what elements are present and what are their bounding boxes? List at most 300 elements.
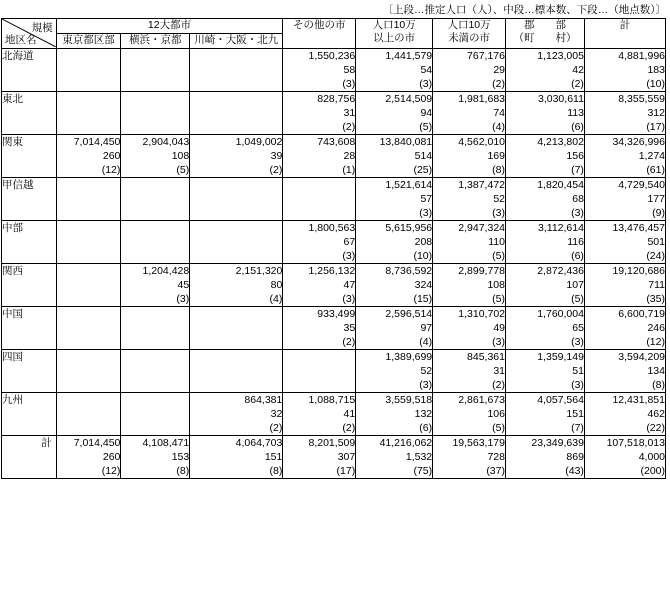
cell-population: 3,594,209 — [618, 351, 665, 363]
cell-sample-count: 312 — [647, 107, 665, 119]
cell-sample-count — [121, 407, 189, 421]
table-cell — [190, 135, 283, 178]
table-cell — [283, 393, 356, 436]
header-col-under-100k: 人口10万 未満の市 — [433, 19, 506, 49]
cell-population: 4,108,471 — [142, 437, 190, 449]
table-cell — [433, 393, 506, 436]
table-row — [2, 221, 666, 264]
cell-sample-count: 32 — [270, 408, 283, 420]
cell-site-count: (3) — [571, 379, 584, 391]
cell-site-count: (5) — [492, 250, 505, 262]
cell-site-count: (7) — [571, 164, 584, 176]
cell-sample-count — [190, 364, 282, 378]
cell-sample-count: 108 — [171, 150, 190, 162]
table-cell — [121, 92, 190, 135]
cell-site-count: (7) — [571, 422, 584, 434]
table-cell — [356, 92, 433, 135]
cell-sample-count — [121, 106, 189, 120]
cell-sample-count: 52 — [493, 193, 505, 205]
table-cell — [506, 393, 585, 436]
table-cell — [190, 307, 283, 350]
cell-population — [283, 178, 355, 192]
cell-site-count: (3) — [419, 379, 433, 391]
population-sample-table — [1, 18, 666, 479]
cell-site-count: (5) — [492, 422, 505, 434]
cell-site-count: (3) — [176, 293, 190, 305]
header-corner-cell — [2, 19, 57, 49]
cell-site-count: (3) — [342, 78, 356, 90]
cell-sample-count: 113 — [567, 107, 584, 119]
cell-site-count: (6) — [571, 121, 584, 133]
cell-sample-count — [190, 321, 282, 335]
table-cell — [283, 135, 356, 178]
cell-sample-count — [57, 106, 121, 120]
cell-sample-count: 110 — [488, 236, 505, 248]
cell-site-count: (5) — [492, 293, 505, 305]
cell-site-count — [190, 120, 282, 134]
table-cell — [121, 135, 190, 178]
cell-population — [121, 49, 189, 63]
cell-sample-count: 39 — [270, 150, 283, 162]
cell-population: 4,057,564 — [537, 394, 584, 406]
cell-sample-count — [121, 235, 189, 249]
cell-sample-count: 80 — [270, 279, 283, 291]
cell-sample-count: 307 — [337, 451, 356, 463]
cell-site-count: (12) — [101, 465, 121, 477]
cell-population: 2,514,509 — [385, 93, 433, 105]
cell-site-count: (5) — [571, 293, 584, 305]
table-cell — [433, 221, 506, 264]
cell-site-count — [190, 77, 282, 91]
cell-site-count: (6) — [419, 422, 433, 434]
cell-site-count: (2) — [342, 422, 356, 434]
header-region-label: 地区名 — [5, 34, 37, 46]
cell-population: 2,904,043 — [142, 136, 190, 148]
cell-site-count: (10) — [646, 78, 665, 90]
cell-sample-count: 94 — [420, 107, 433, 119]
table-cell — [433, 178, 506, 221]
cell-population: 828,756 — [317, 93, 356, 105]
table-cell — [190, 49, 283, 92]
row-region-label: 九州 — [2, 393, 57, 436]
table-cell — [56, 307, 121, 350]
cell-site-count: (2) — [492, 78, 505, 90]
cell-site-count — [283, 378, 355, 392]
cell-site-count — [57, 77, 121, 91]
cell-sample-count — [57, 321, 121, 335]
cell-population — [57, 92, 121, 106]
row-region-label: 計 — [2, 436, 57, 479]
table-cell — [506, 221, 585, 264]
cell-site-count: (3) — [492, 336, 505, 348]
table-cell — [584, 178, 665, 221]
cell-sample-count: 57 — [420, 193, 433, 205]
cell-site-count — [121, 421, 189, 435]
cell-sample-count: 1,274 — [638, 150, 665, 162]
cell-sample-count: 1,532 — [405, 451, 433, 463]
table-cell — [356, 221, 433, 264]
header-big12-cities: 12大都市 — [56, 19, 283, 34]
cell-population — [121, 221, 189, 235]
cell-sample-count: 728 — [487, 451, 505, 463]
table-cell — [121, 307, 190, 350]
cell-sample-count: 711 — [648, 279, 665, 291]
cell-population: 2,872,436 — [537, 265, 584, 277]
table-cell — [433, 436, 506, 479]
cell-site-count: (8) — [176, 465, 190, 477]
cell-population: 7,014,450 — [73, 437, 121, 449]
cell-sample-count: 35 — [343, 322, 356, 334]
cell-sample-count: 67 — [343, 236, 356, 248]
header-col-other-cities: その他の市 — [283, 19, 356, 49]
table-cell — [584, 264, 665, 307]
cell-sample-count — [190, 235, 282, 249]
table-cell — [121, 178, 190, 221]
cell-population: 41,216,062 — [379, 437, 433, 449]
cell-population: 1,521,614 — [385, 179, 433, 191]
cell-site-count: (35) — [646, 293, 665, 305]
cell-site-count — [57, 421, 121, 435]
header-scale-label: 規模 — [31, 22, 53, 34]
cell-sample-count: 68 — [572, 193, 584, 205]
cell-site-count: (6) — [571, 250, 584, 262]
cell-site-count: (3) — [342, 293, 356, 305]
table-cell — [433, 264, 506, 307]
cell-sample-count: 177 — [647, 193, 665, 205]
cell-site-count — [57, 120, 121, 134]
cell-population: 19,120,686 — [612, 265, 665, 277]
cell-sample-count: 51 — [572, 365, 584, 377]
cell-site-count — [190, 378, 282, 392]
cell-population — [190, 350, 282, 364]
cell-population — [283, 350, 355, 364]
cell-sample-count — [190, 106, 282, 120]
table-cell — [584, 49, 665, 92]
table-cell — [121, 350, 190, 393]
cell-sample-count — [57, 278, 121, 292]
cell-site-count: (12) — [101, 164, 121, 176]
table-cell — [121, 436, 190, 479]
cell-population: 1,800,563 — [308, 222, 356, 234]
cell-sample-count: 4,000 — [638, 451, 665, 463]
cell-sample-count: 74 — [493, 107, 505, 119]
cell-population — [190, 49, 282, 63]
cell-population: 845,361 — [467, 351, 505, 363]
cell-sample-count: 116 — [567, 236, 584, 248]
cell-population: 2,596,514 — [385, 308, 433, 320]
row-region-label: 中部 — [2, 221, 57, 264]
cell-site-count: (4) — [419, 336, 433, 348]
cell-population: 6,600,719 — [618, 308, 665, 320]
cell-population: 1,088,715 — [308, 394, 356, 406]
table-cell — [506, 307, 585, 350]
header-col-over-100k: 人口10万 以上の市 — [356, 19, 433, 49]
cell-sample-count: 169 — [487, 150, 505, 162]
table-cell — [584, 92, 665, 135]
table-cell — [506, 436, 585, 479]
header-col-total: 計 — [584, 19, 665, 49]
cell-population: 2,899,778 — [458, 265, 505, 277]
cell-site-count: (2) — [269, 164, 283, 176]
header-col-yokohama-kyoto: 横浜・京都 — [121, 34, 190, 49]
cell-sample-count: 156 — [566, 150, 584, 162]
table-cell — [506, 178, 585, 221]
cell-sample-count: 324 — [414, 279, 433, 291]
table-cell — [190, 264, 283, 307]
cell-population: 1,387,472 — [458, 179, 505, 191]
table-cell — [584, 393, 665, 436]
cell-sample-count: 108 — [487, 279, 505, 291]
cell-sample-count: 132 — [414, 408, 433, 420]
cell-population: 23,349,639 — [531, 437, 584, 449]
table-row — [2, 393, 666, 436]
cell-sample-count: 41 — [343, 408, 356, 420]
cell-sample-count: 97 — [420, 322, 433, 334]
cell-population — [121, 178, 189, 192]
cell-population — [190, 221, 282, 235]
cell-site-count: (1) — [342, 164, 356, 176]
cell-population — [121, 92, 189, 106]
cell-population: 34,326,996 — [612, 136, 665, 148]
cell-sample-count: 246 — [647, 322, 665, 334]
table-cell — [356, 178, 433, 221]
cell-sample-count — [57, 364, 121, 378]
table-cell — [433, 92, 506, 135]
cell-site-count: (24) — [646, 250, 665, 262]
cell-population: 7,014,450 — [73, 136, 121, 148]
row-region-label: 関東 — [2, 135, 57, 178]
cell-sample-count — [190, 63, 282, 77]
cell-site-count: (43) — [565, 465, 584, 477]
row-region-label: 北海道 — [2, 49, 57, 92]
cell-sample-count: 107 — [566, 279, 584, 291]
cell-site-count: (2) — [342, 121, 356, 133]
cell-sample-count: 462 — [647, 408, 665, 420]
cell-sample-count — [190, 192, 282, 206]
cell-population — [57, 307, 121, 321]
cell-sample-count: 49 — [493, 322, 505, 334]
table-cell — [283, 92, 356, 135]
cell-population — [57, 221, 121, 235]
cell-sample-count: 869 — [566, 451, 584, 463]
cell-sample-count: 260 — [102, 150, 121, 162]
cell-population: 1,389,699 — [385, 351, 433, 363]
cell-site-count — [57, 378, 121, 392]
table-cell — [356, 135, 433, 178]
table-cell — [283, 307, 356, 350]
table-cell — [121, 221, 190, 264]
table-cell — [584, 350, 665, 393]
table-cell — [506, 135, 585, 178]
header-col-kawasaki-osaka-kitakyushu: 川崎・大阪・北九 — [190, 34, 283, 49]
cell-population: 1,123,005 — [537, 50, 584, 62]
cell-population — [57, 49, 121, 63]
table-cell — [56, 49, 121, 92]
table-row — [2, 350, 666, 393]
cell-site-count: (22) — [646, 422, 665, 434]
cell-population — [57, 393, 121, 407]
cell-population: 8,355,559 — [618, 93, 665, 105]
cell-site-count: (12) — [646, 336, 665, 348]
cell-sample-count: 45 — [177, 279, 190, 291]
table-cell — [283, 49, 356, 92]
cell-sample-count: 31 — [493, 365, 505, 377]
cell-population: 933,499 — [317, 308, 356, 320]
cell-population: 19,563,179 — [452, 437, 505, 449]
cell-site-count — [121, 335, 189, 349]
cell-sample-count: 260 — [102, 451, 121, 463]
cell-site-count: (3) — [492, 207, 505, 219]
cell-sample-count — [57, 235, 121, 249]
cell-site-count — [121, 77, 189, 91]
cell-sample-count: 106 — [487, 408, 505, 420]
cell-population — [57, 178, 121, 192]
table-row — [2, 264, 666, 307]
cell-population: 3,030,611 — [538, 93, 584, 105]
cell-site-count: (3) — [571, 336, 584, 348]
table-row — [2, 307, 666, 350]
table-cell — [56, 264, 121, 307]
cell-sample-count: 47 — [343, 279, 356, 291]
cell-population — [190, 307, 282, 321]
cell-sample-count: 153 — [171, 451, 190, 463]
table-cell — [283, 350, 356, 393]
cell-population: 767,176 — [467, 50, 505, 62]
cell-population — [121, 350, 189, 364]
cell-population: 2,151,320 — [235, 265, 283, 277]
table-cell — [190, 350, 283, 393]
cell-population: 1,820,454 — [537, 179, 584, 191]
table-cell — [121, 49, 190, 92]
table-cell — [283, 221, 356, 264]
table-cell — [190, 92, 283, 135]
table-row — [2, 436, 666, 479]
cell-population: 107,518,013 — [606, 437, 665, 449]
cell-site-count: (61) — [646, 164, 665, 176]
cell-site-count — [121, 249, 189, 263]
table-cell — [190, 178, 283, 221]
table-cell — [56, 178, 121, 221]
cell-population: 2,947,324 — [458, 222, 505, 234]
row-region-label: 東北 — [2, 92, 57, 135]
cell-site-count: (37) — [486, 465, 505, 477]
cell-population: 1,441,579 — [385, 50, 433, 62]
table-cell — [584, 221, 665, 264]
table-row — [2, 49, 666, 92]
table-cell — [121, 264, 190, 307]
table-cell — [584, 307, 665, 350]
table-cell — [283, 178, 356, 221]
cell-population: 864,381 — [244, 394, 283, 406]
table-cell — [56, 436, 121, 479]
cell-population: 4,064,703 — [235, 437, 283, 449]
cell-sample-count — [121, 192, 189, 206]
table-row — [2, 135, 666, 178]
table-cell — [433, 307, 506, 350]
cell-sample-count: 208 — [414, 236, 433, 248]
cell-population: 13,840,081 — [379, 136, 433, 148]
table-caption: 〔上段…推定人口（人）、中段…標本数、下段…（地点数）〕 — [382, 4, 666, 16]
cell-population: 1,550,236 — [308, 50, 356, 62]
cell-sample-count: 65 — [572, 322, 584, 334]
cell-site-count: (2) — [269, 422, 283, 434]
cell-sample-count: 183 — [647, 64, 665, 76]
cell-site-count: (17) — [646, 121, 665, 133]
cell-population: 4,729,540 — [618, 179, 665, 191]
cell-population: 8,736,592 — [385, 265, 433, 277]
table-cell — [190, 436, 283, 479]
table-cell — [356, 393, 433, 436]
cell-site-count — [190, 249, 282, 263]
table-cell — [56, 393, 121, 436]
cell-population: 743,608 — [317, 136, 356, 148]
cell-population: 4,213,802 — [537, 136, 584, 148]
cell-site-count — [283, 206, 355, 220]
cell-site-count — [121, 206, 189, 220]
cell-sample-count: 28 — [343, 150, 356, 162]
cell-site-count — [57, 292, 121, 306]
cell-site-count — [57, 206, 121, 220]
cell-population — [190, 92, 282, 106]
cell-population: 8,201,509 — [308, 437, 356, 449]
cell-site-count: (10) — [413, 250, 433, 262]
cell-site-count — [121, 120, 189, 134]
cell-sample-count: 42 — [572, 64, 584, 76]
cell-site-count: (75) — [413, 465, 433, 477]
cell-site-count: (3) — [342, 250, 356, 262]
cell-population: 1,049,002 — [235, 136, 283, 148]
table-cell — [56, 350, 121, 393]
cell-population — [57, 350, 121, 364]
cell-site-count: (2) — [492, 379, 505, 391]
cell-site-count: (8) — [269, 465, 283, 477]
table-cell — [56, 135, 121, 178]
cell-site-count: (3) — [571, 207, 584, 219]
cell-population — [121, 393, 189, 407]
table-cell — [356, 307, 433, 350]
header-col-tokyo: 東京都区部 — [56, 34, 121, 49]
table-cell — [433, 135, 506, 178]
table-cell — [356, 350, 433, 393]
cell-population — [57, 264, 121, 278]
cell-site-count: (25) — [413, 164, 433, 176]
cell-site-count: (8) — [652, 379, 665, 391]
cell-population: 13,476,457 — [612, 222, 665, 234]
cell-sample-count: 151 — [566, 408, 584, 420]
table-cell — [190, 393, 283, 436]
cell-population: 1,256,132 — [308, 265, 356, 277]
cell-sample-count: 514 — [414, 150, 433, 162]
header-col-rural: 郡 部 （町 村） — [506, 19, 585, 49]
table-row — [2, 178, 666, 221]
cell-population — [121, 307, 189, 321]
cell-population: 2,861,673 — [458, 394, 505, 406]
cell-site-count: (4) — [492, 121, 505, 133]
cell-sample-count: 58 — [343, 64, 356, 76]
cell-population: 3,112,614 — [538, 222, 584, 234]
cell-site-count: (15) — [413, 293, 433, 305]
table-cell — [506, 92, 585, 135]
table-cell — [283, 264, 356, 307]
table-cell — [190, 221, 283, 264]
row-region-label: 中国 — [2, 307, 57, 350]
cell-site-count: (200) — [640, 465, 665, 477]
cell-site-count: (4) — [269, 293, 283, 305]
cell-population: 4,881,996 — [618, 50, 665, 62]
table-cell — [433, 350, 506, 393]
cell-site-count: (8) — [492, 164, 505, 176]
cell-population: 3,559,518 — [385, 394, 433, 406]
